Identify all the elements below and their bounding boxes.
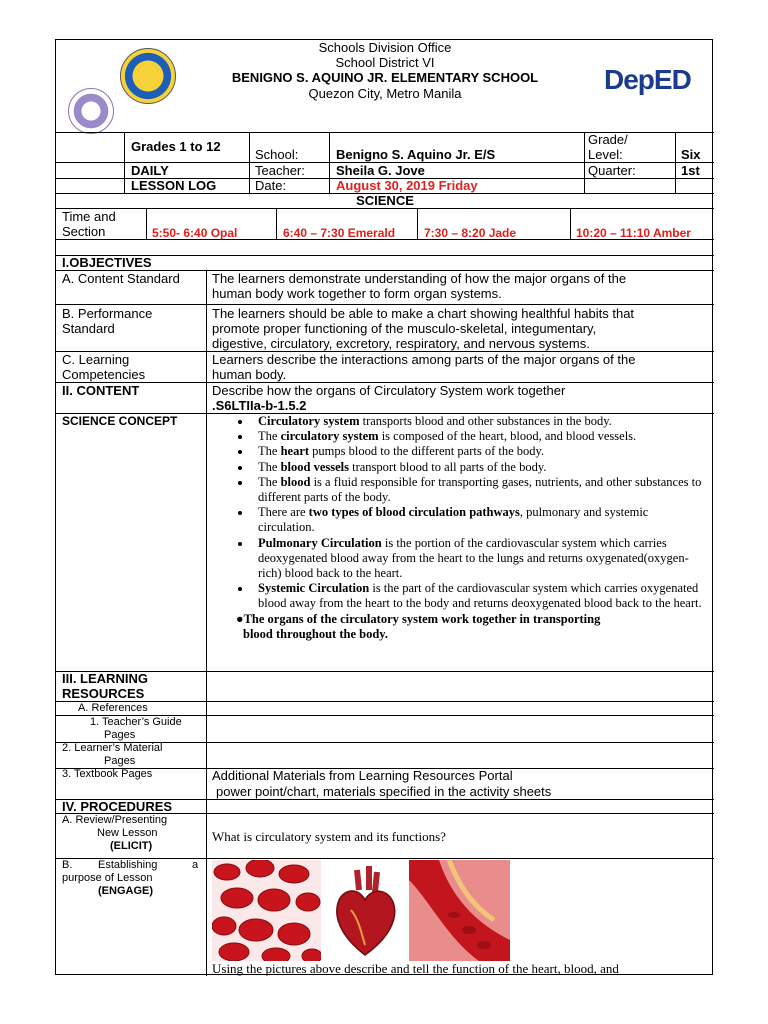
teacher-value: Sheila G. Jove	[336, 163, 425, 178]
engage-line1-b: B.	[62, 859, 73, 871]
engage-line3: (ENGAGE)	[98, 885, 153, 897]
subject-title: SCIENCE	[356, 193, 414, 208]
competencies-label-line2: Competencies	[62, 367, 146, 382]
content-value-code: .S6LTIIa-b-1.5.2	[212, 398, 307, 413]
concept-item: • Circulatory system transports blood and other substances in the body.	[252, 414, 706, 429]
review-line3: (ELICIT)	[110, 840, 153, 852]
grades-label: Grades 1 to 12	[131, 139, 221, 154]
materials-list: power point/chart, materials specified in the activity sheets	[216, 784, 552, 799]
concept-item: • The blood is a fluid responsible for transporting gases, nutrients, and other substances to different parts of the body.	[252, 475, 706, 505]
deped-logo: DepED	[604, 64, 691, 95]
lesson-log-page	[55, 39, 713, 975]
performance-line3: digestive, circulatory, excretory, respiratory, and nervous systems.	[212, 336, 590, 351]
header-office: Schools Division Office	[318, 40, 452, 55]
concept-item: • The heart pumps blood to the different parts of the body.	[252, 444, 706, 459]
blood-vessel-image	[409, 860, 510, 961]
resources-heading-line1: III. LEARNING	[62, 671, 148, 686]
competencies-label-line1: C. Learning	[62, 352, 130, 367]
grade-label-line2: Level:	[588, 147, 623, 162]
content-value-line1: Describe how the organs of Circulatory System work together	[212, 383, 566, 398]
performance-line2: promote proper functioning of the musculo-skeletal, integumentary,	[212, 321, 597, 336]
science-concept-final: ●The organs of the circulatory system work together in transporting blood throughout the body.	[236, 611, 601, 641]
concept-item: • Pulmonary Circulation is the portion of the cardiovascular system which carries deoxygenated blood away from the heart to the lungs and returns oxygenated(oxygen-rich) blood back to the heart.	[252, 536, 706, 582]
teachers-guide-line1: 1. Teacher’s Guide	[90, 716, 182, 728]
final-bullet-icon: ●	[236, 611, 244, 626]
quarter-value: 1st	[681, 163, 700, 178]
performance-line1: The learners should be able to make a chart showing healthful habits that	[212, 306, 635, 321]
objectives-heading: I.OBJECTIVES	[62, 255, 152, 270]
engage-line1-establishing: Establishing	[98, 859, 158, 871]
quarter-label: Quarter:	[588, 163, 636, 178]
references-label: A. References	[78, 702, 148, 714]
concept-item: • Systemic Circulation is the part of the cardiovascular system which carries oxygenated blood away from the heart to the body and returns deoxygenated blood back to the heart.	[252, 581, 706, 611]
procedures-heading: IV. PROCEDURES	[62, 799, 173, 814]
content-standard-label: A. Content Standard	[62, 271, 180, 286]
learners-material-line2: Pages	[104, 755, 136, 767]
slot-jade: 7:30 – 8:20 Jade	[424, 226, 517, 240]
resources-heading-line2: RESOURCES	[62, 686, 145, 701]
engage-line2: purpose of Lesson	[62, 872, 153, 884]
concept-item: • The circulatory system is composed of the heart, blood, and blood vessels.	[252, 429, 706, 444]
header-school-name: BENIGNO S. AQUINO JR. ELEMENTARY SCHOOL	[231, 70, 539, 85]
content-standard-line2: human body work together to form organ systems.	[212, 286, 502, 301]
date-value: August 30, 2019 Friday	[336, 178, 478, 193]
learners-material-line1: 2. Learner’s Material	[62, 742, 163, 754]
blood-cells-image	[212, 860, 321, 961]
engage-line1-a: a	[192, 859, 199, 871]
slot-amber: 10:20 – 11:10 Amber	[576, 226, 691, 240]
lesson-log-label: LESSON LOG	[131, 178, 217, 193]
teacher-label: Teacher:	[255, 163, 305, 178]
competencies-line1: Learners describe the interactions among parts of the major organs of the	[212, 352, 636, 367]
time-section-label-line2: Section	[62, 224, 106, 239]
school-label: School:	[255, 147, 299, 162]
science-concept-list	[206, 414, 706, 642]
engage-instruction: Using the pictures above describe and tell the function of the heart, blood, and	[212, 961, 619, 976]
review-line2: New Lesson	[97, 827, 158, 839]
performance-label-line2: Standard	[62, 321, 115, 336]
header-location: Quezon City, Metro Manila	[308, 86, 462, 101]
heart-image	[329, 860, 401, 961]
concept-item: • There are two types of blood circulation pathways, pulmonary and systemic circulation.	[252, 505, 706, 535]
slot-emerald: 6:40 – 7:30 Emerald	[283, 226, 396, 240]
content-standard-line1: The learners demonstrate understanding of how the major organs of the	[212, 271, 627, 286]
daily-label: DAILY	[131, 163, 169, 178]
grade-label-line1: Grade/	[588, 132, 628, 147]
science-concept-label: SCIENCE CONCEPT	[62, 414, 178, 428]
school-value: Benigno S. Aquino Jr. E/S	[336, 147, 496, 162]
grade-value: Six	[681, 147, 701, 162]
header-district: School District VI	[335, 55, 435, 70]
date-label: Date:	[255, 178, 287, 193]
teachers-guide-line2: Pages	[104, 729, 136, 741]
review-question: What is circulatory system and its functions?	[212, 829, 446, 844]
content-heading: II. CONTENT	[62, 383, 140, 398]
textbook-label: 3. Textbook Pages	[62, 768, 153, 780]
additional-materials: Additional Materials from Learning Resources Portal	[212, 768, 513, 783]
slot-opal: 5:50- 6:40 Opal	[152, 226, 238, 240]
performance-label-line1: B. Performance	[62, 306, 153, 321]
concept-item: • The blood vessels transport blood to all parts of the body.	[252, 460, 706, 475]
time-section-label-line1: Time and	[62, 209, 116, 224]
competencies-line2: human body.	[212, 367, 287, 382]
review-line1: A. Review/Presenting	[62, 814, 168, 826]
